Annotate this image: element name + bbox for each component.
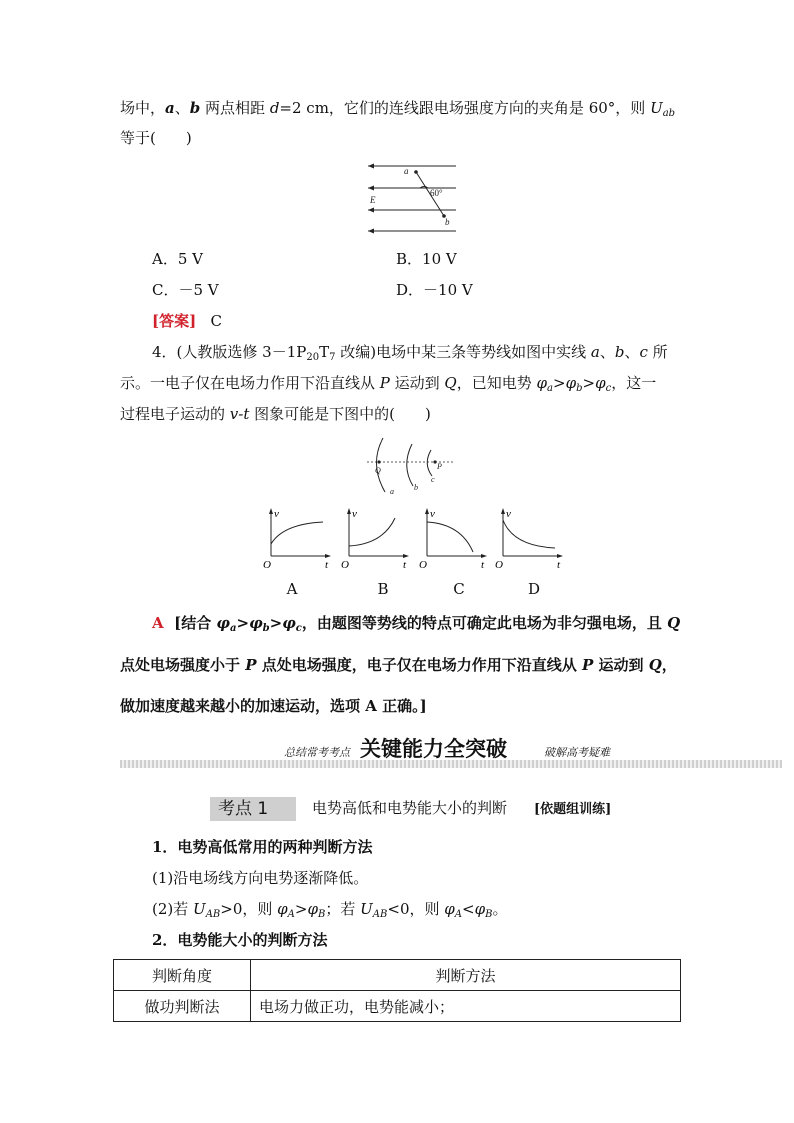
option-c: C．－5 V xyxy=(152,281,219,299)
field-lines-figure xyxy=(362,158,462,240)
section1-item1: (1)沿电场线方向电势逐渐降低。 xyxy=(152,869,369,887)
method-table xyxy=(113,959,681,1022)
graph-caption-b: B xyxy=(377,580,389,598)
line-b-label: b xyxy=(414,483,418,492)
q3-line-1: 场中，a、b 两点相距 d=2 cm，它们的连线跟电场强度方向的夹角是 60°，则 $U_{ab}$ xyxy=(120,99,676,119)
banner-title: 关键能力全突破 xyxy=(360,737,507,761)
table-header: 判断角度 xyxy=(114,960,251,991)
graph-caption-d: D xyxy=(527,580,541,598)
svg-text:O: O xyxy=(495,559,503,571)
point-a-label: a xyxy=(404,166,409,176)
solution-letter: A xyxy=(152,614,164,632)
table-cell: 做功判断法 xyxy=(114,991,251,1022)
field-E-label: E xyxy=(370,195,376,205)
table-header: 判断方法 xyxy=(251,960,681,991)
point-P-label: P xyxy=(437,462,442,471)
svg-text:v: v xyxy=(274,508,279,520)
q4-line-2: 示。一电子仅在电场力作用下沿直线从 P 运动到 Q，已知电势 $\varphi_a>\varphi_b>\varphi_c$，这一 xyxy=(120,374,657,394)
topic-title: 电势高低和电势能大小的判断 xyxy=(312,799,508,817)
svg-text:v: v xyxy=(506,508,511,520)
svg-text:t: t xyxy=(557,559,561,571)
section2-heading: 2．电势能大小的判断方法 xyxy=(152,931,328,949)
line-a-label: a xyxy=(390,487,394,496)
svg-text:O: O xyxy=(341,559,349,571)
vt-graph-d xyxy=(493,508,565,572)
svg-text:O: O xyxy=(263,559,271,571)
banner-right: 破解高考疑难 xyxy=(544,746,610,759)
line-c-label: c xyxy=(431,475,435,484)
banner-left: 总结常考考点 xyxy=(284,746,350,759)
solution-line-3: 做加速度越来越小的加速运动，选项 A 正确。] xyxy=(120,697,427,715)
section1-heading: 1．电势高低常用的两种判断方法 xyxy=(152,838,373,856)
solution-line-1: A [结合 $\varphi_a>\varphi_b>\varphi_c$，由题图等势线的特点可确定此电场为非匀强电场，且 Q xyxy=(152,614,681,634)
svg-text:O: O xyxy=(419,559,427,571)
point-Q-label: Q xyxy=(375,466,381,475)
graph-caption-a: A xyxy=(286,580,298,598)
solution-line-2: 点处电场强度小于 P 点处电场强度，电子仅在电场力作用下沿直线从 P 运动到 Q， xyxy=(120,656,677,674)
svg-text:v: v xyxy=(430,508,435,520)
graph-caption-c: C xyxy=(453,580,465,598)
answer-tag: [答案] xyxy=(152,312,197,330)
section1-item2: (2)若 $U_{AB}>0$，则 $\varphi_A>\varphi_B$；若 $U_{AB}<0$，则 $\varphi_A<\varphi_B$。 xyxy=(152,900,508,920)
vt-graph-b xyxy=(339,508,411,572)
table-cell: 电场力做正功，电势能减小； xyxy=(251,991,681,1022)
svg-text:t: t xyxy=(403,559,407,571)
option-a: A．5 V xyxy=(152,250,203,268)
q3-line-2: 等于( ) xyxy=(120,129,192,147)
q4-line-3: 过程电子运动的 v-t 图象可能是下图中的( ) xyxy=(120,405,431,423)
equipotential-figure xyxy=(365,436,460,498)
topic-note: [依题组训练] xyxy=(534,802,612,817)
table-header-row xyxy=(114,960,681,991)
topic-tag: 考点 1 xyxy=(218,799,269,819)
svg-text:v: v xyxy=(352,508,357,520)
vt-graph-a xyxy=(261,508,333,572)
svg-text:t: t xyxy=(481,559,485,571)
point-b-label: b xyxy=(445,217,450,227)
option-b: B．10 V xyxy=(396,250,457,268)
vt-graph-c xyxy=(417,508,489,572)
table-row xyxy=(114,991,681,1022)
angle-label: 60° xyxy=(430,188,443,198)
q3-answer: [答案] C xyxy=(152,312,222,330)
q4-line-1: 4．(人教版选修 $3-1P_{20}T_7$ 改编)电场中某三条等势线如图中实线 a、b、c 所 xyxy=(152,343,668,363)
option-d: D．－10 V xyxy=(396,281,473,299)
svg-text:t: t xyxy=(325,559,329,571)
